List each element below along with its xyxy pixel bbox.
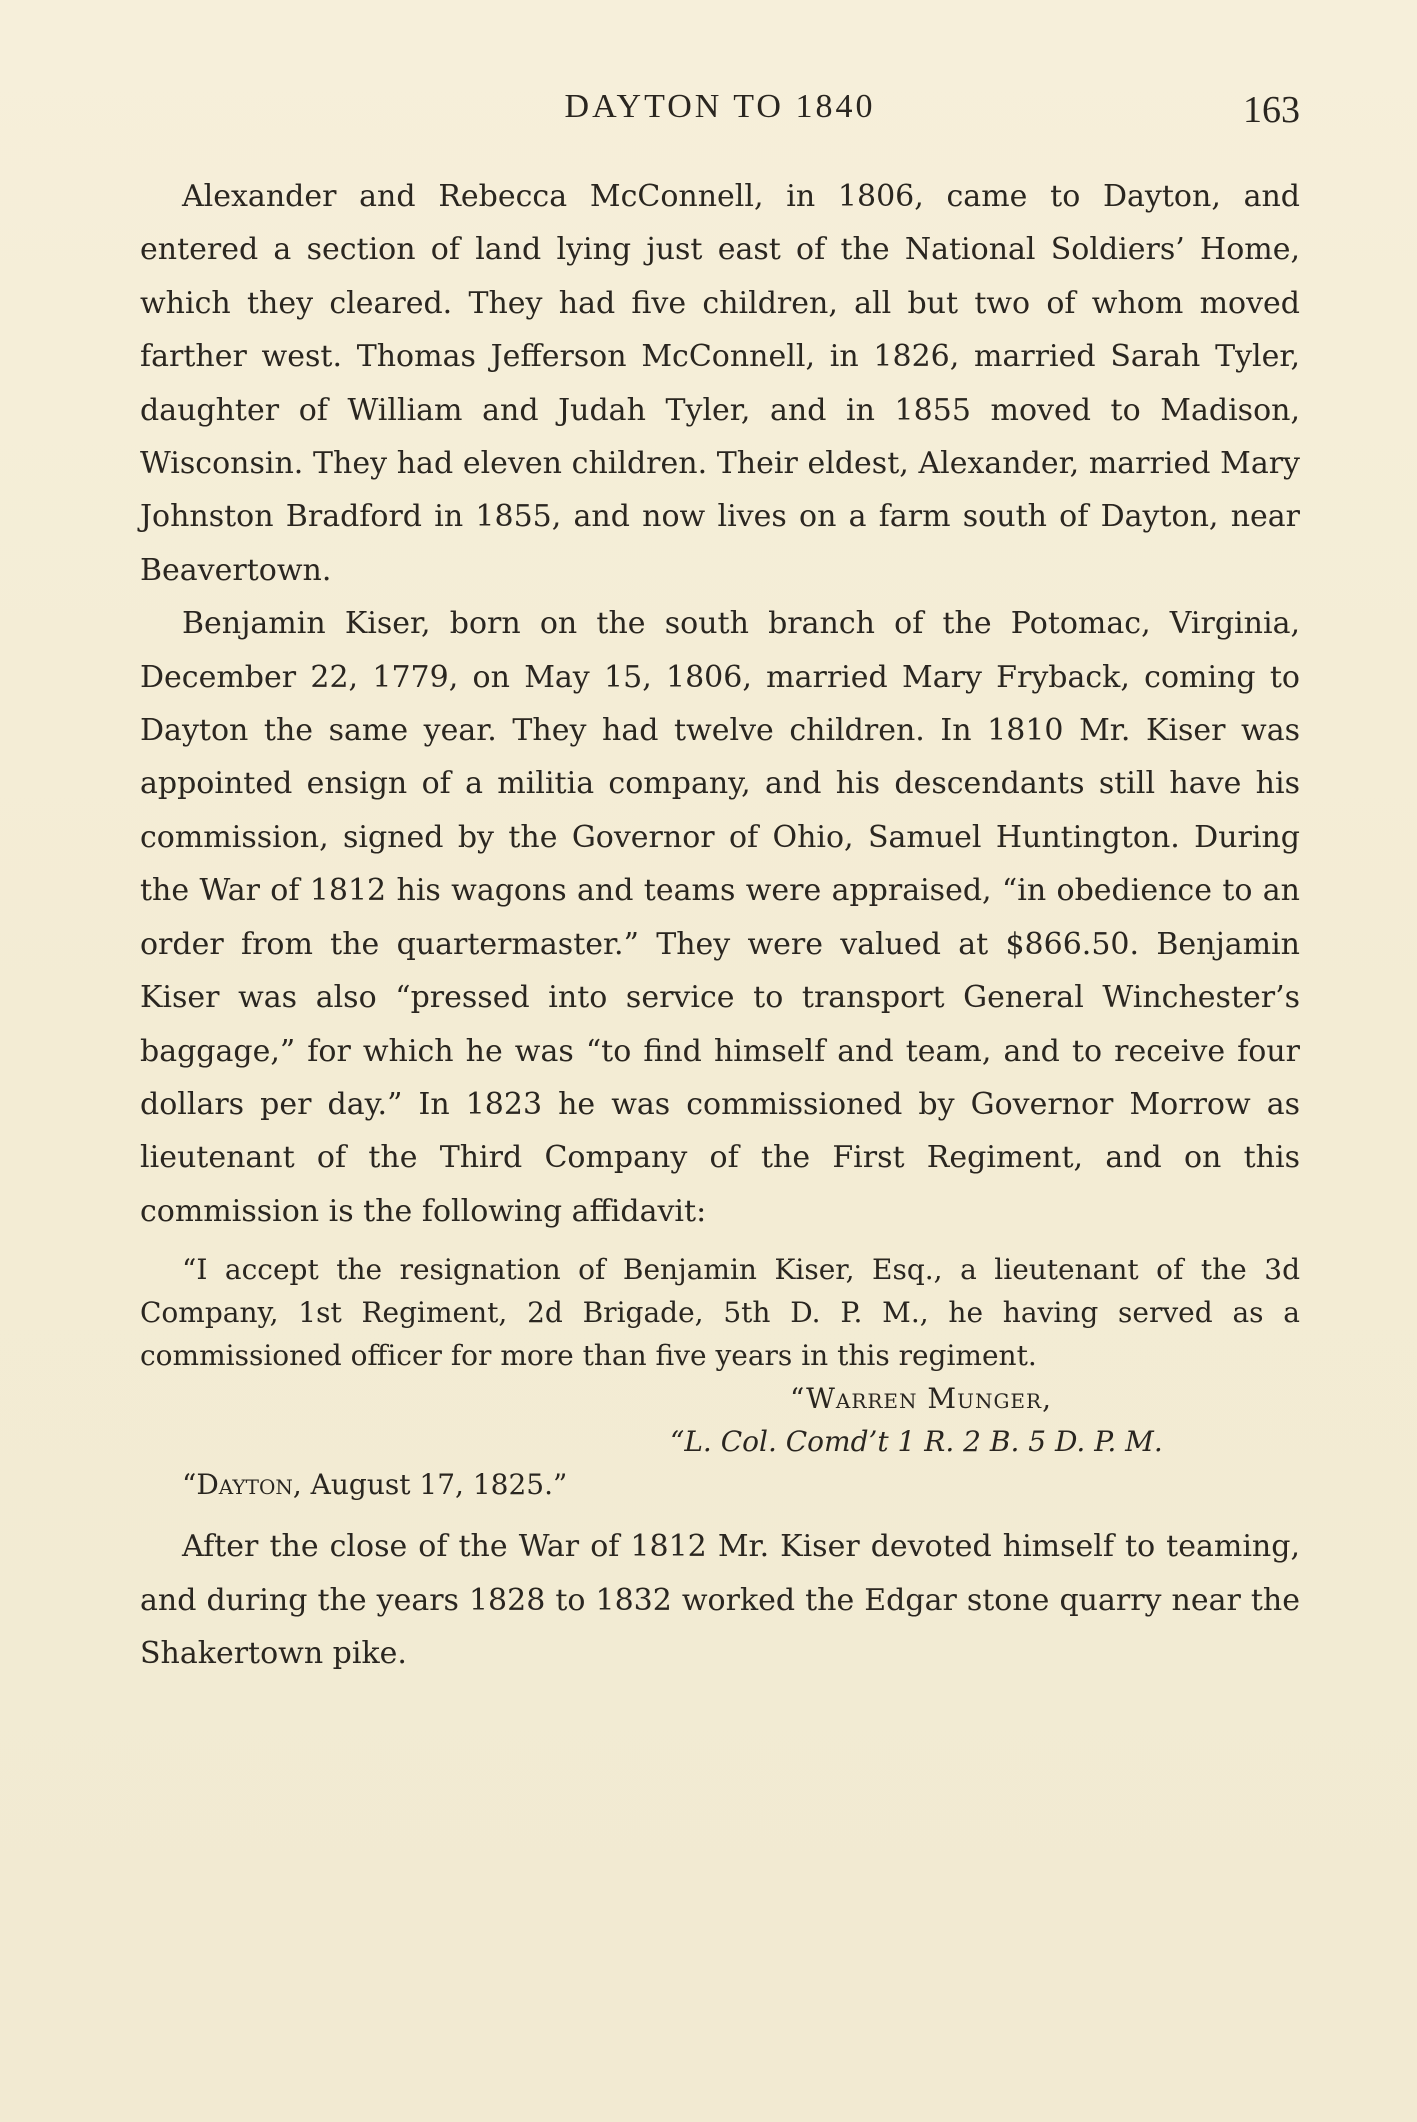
page-number: 163 xyxy=(1243,89,1300,131)
place-date: August 17, 1825.” xyxy=(301,1468,568,1502)
running-head xyxy=(140,88,1300,138)
paragraph-kiser: Benjamin Kiser, born on the south branch of the Potomac, Virginia, December 22, 1779, on May 15, 1806, married Mary Fryback, coming to Dayton the same year. They had twelve children. In 1810 Mr. Kiser was appointed ensign of a militia company, and his descendants still have his commission, signed by the Governor of Ohio, Samuel Huntington. During the War of 1812 his wagons and teams were appraised, “in obedience to an order from the quartermaster.” They were valued at $866.50. Benjamin Kiser was also “pressed into service to transport General Winchester’s baggage,” for which he was “to find himself and team, and to receive four dollars per day.” In 1823 he was commissioned by Governor Morrow as lieutenant of the Third Company of the First Regiment, and on this commission is the following affidavit: xyxy=(140,606,1300,1229)
affidavit-signature xyxy=(140,1377,1300,1506)
affidavit-place-date xyxy=(182,1463,1300,1506)
place-name: “Dayton, xyxy=(182,1468,302,1502)
body-text xyxy=(140,170,1300,1680)
running-title: DAYTON TO 1840 xyxy=(564,88,876,125)
paragraph-after-war: After the close of the War of 1812 Mr. Kiser devoted himself to teaming, and during the years 1828 to 1832 worked the Edgar stone quarry near the Shakertown pike. xyxy=(140,1529,1300,1671)
signer-name: “Warren Munger, xyxy=(790,1382,1052,1416)
signer-title: “L. Col. Comd’t 1 R. 2 B. 5 D. P. M. xyxy=(670,1425,1163,1459)
paragraph-mcconnell: Alexander and Rebecca McConnell, in 1806, came to Dayton, and entered a section of land lying just east of the National Soldiers’ Home, which they cleared. They had five children, all but two of whom moved farther west. Thomas Jefferson McConnell, in 1826, married Sarah Tyler, daughter of William and Judah Tyler, and in 1855 moved to Madison, Wisconsin. They had eleven children. Their eldest, Alexander, married Mary Johnston Bradford in 1855, and now lives on a farm south of Dayton, near Beavertown. xyxy=(140,179,1300,588)
affidavit-quote: “I accept the resignation of Benjamin Kiser, Esq., a lieutenant of the 3d Company, 1st Regiment, 2d Brigade, 5th D. P. M., he having served as a commissioned officer for more than five years in this regiment. xyxy=(140,1253,1300,1373)
